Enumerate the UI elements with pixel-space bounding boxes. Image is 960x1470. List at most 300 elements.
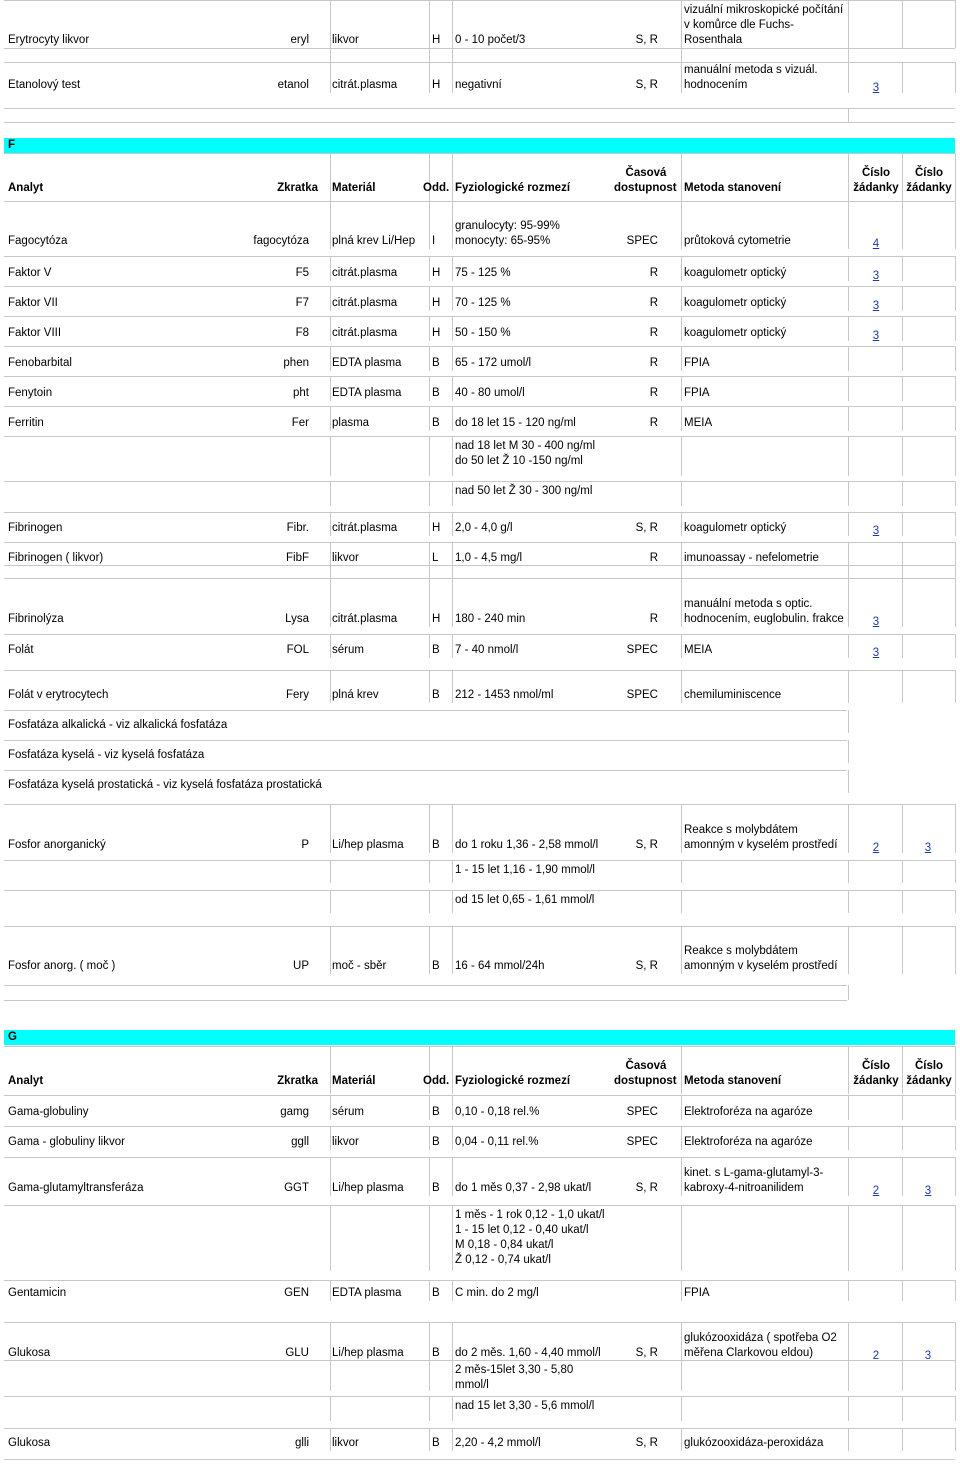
g-row-oddeleni: B [432, 1136, 440, 1148]
row-dostupnost: S, R [635, 79, 658, 91]
row-divider [4, 1428, 955, 1429]
g-row-dostupnost: SPEC [626, 1106, 658, 1118]
f-row-analyt: Fenytoin [8, 387, 53, 399]
column-divider [452, 804, 453, 853]
row-divider [4, 804, 955, 805]
g-row-rozmezi: C min. do 2 mg/l [455, 1287, 539, 1299]
f-row-oddeleni: H [432, 613, 441, 625]
f-row-dostupnost: R [649, 613, 658, 625]
column-divider [681, 376, 682, 401]
zadanka-link[interactable]: 3 [872, 616, 880, 628]
column-divider [429, 860, 430, 883]
column-divider [330, 1322, 331, 1361]
f-row-material: sérum [332, 644, 364, 656]
column-divider [955, 256, 956, 281]
column-divider [681, 542, 682, 566]
column-divider [955, 512, 956, 536]
row-divider [4, 256, 955, 257]
f-row-rozmezi: 180 - 240 min [455, 613, 526, 625]
column-divider [330, 1205, 331, 1271]
f-header-cislo: Číslo [861, 167, 891, 179]
column-divider [681, 670, 682, 703]
zadanka-link[interactable]: 3 [924, 1185, 932, 1197]
g-row-oddeleni: B [432, 1106, 440, 1118]
f-row-analyt: Fosfor anorg. ( moč ) [8, 960, 116, 972]
row-metoda: manuální metoda s vizuál. [684, 64, 818, 76]
row-divider [4, 1396, 955, 1397]
f-row-metoda: průtoková cytometrie [684, 235, 791, 247]
column-divider [955, 436, 956, 476]
f-row-dostupnost: R [649, 357, 658, 369]
zadanka-link[interactable]: 2 [872, 1185, 880, 1197]
zadanka-link[interactable]: 3 [872, 82, 880, 94]
g-header-cislo: Číslo [861, 1060, 891, 1072]
column-divider [848, 108, 849, 122]
column-divider [452, 1322, 453, 1361]
zadanka-link[interactable]: 4 [872, 238, 880, 250]
column-divider [452, 565, 453, 578]
row-oddeleni: H [432, 79, 441, 91]
column-divider [681, 346, 682, 371]
g-row-oddeleni: B [432, 1437, 440, 1449]
column-divider [848, 1205, 849, 1271]
g-header-metoda: Metoda stanovení [684, 1075, 782, 1087]
column-divider [330, 1428, 331, 1451]
column-divider [452, 926, 453, 974]
column-divider [681, 804, 682, 853]
column-divider [452, 578, 453, 627]
column-divider [681, 1095, 682, 1120]
column-divider [330, 512, 331, 536]
column-divider [902, 436, 903, 476]
g-header-dostupnost: dostupnost [614, 1075, 677, 1087]
column-divider [452, 406, 453, 431]
column-divider [681, 316, 682, 341]
row-material: citrát.plasma [332, 79, 398, 91]
zadanka-link[interactable]: 3 [924, 842, 932, 854]
column-divider [429, 286, 430, 311]
f-row-rozmezi: 75 - 125 % [455, 267, 511, 279]
column-divider [681, 1046, 682, 1094]
column-divider [955, 376, 956, 401]
column-divider [902, 542, 903, 566]
column-divider [429, 804, 430, 853]
row-metoda: v komůrce dle Fuchs- [684, 19, 794, 31]
column-divider [955, 634, 956, 658]
row-divider [4, 634, 955, 635]
column-divider [902, 926, 903, 974]
zadanka-link[interactable]: 3 [924, 1350, 932, 1362]
g-row-oddeleni: B [432, 1287, 440, 1299]
g-row-analyt: Gama-globuliny [8, 1106, 89, 1118]
f-row-metoda: koagulometr optický [684, 297, 787, 309]
zadanka-link[interactable]: 3 [872, 270, 880, 282]
column-divider [330, 153, 331, 201]
column-divider [452, 1126, 453, 1150]
column-divider [429, 256, 430, 281]
f-row-analyt: Faktor VIII [8, 327, 62, 339]
g-row-dostupnost: S, R [635, 1182, 658, 1194]
f-row-material: citrát.plasma [332, 297, 398, 309]
f-row-dostupnost: S, R [635, 960, 658, 972]
g-row-rozmezi: do 1 měs 0,37 - 2,98 ukat/l [455, 1182, 592, 1194]
row-divider [4, 1360, 955, 1361]
g-row-dostupnost: S, R [635, 1347, 658, 1359]
g-row-dostupnost: S, R [635, 1437, 658, 1449]
column-divider [452, 1205, 453, 1271]
g-row-oddeleni: B [432, 1347, 440, 1359]
g-row-rozmezi: 2 měs-15let 3,30 - 5,80 [455, 1364, 574, 1376]
g-row-zkratka: glli [294, 1437, 309, 1449]
row-divider [4, 565, 955, 566]
g-row-metoda: Elektroforéza na agaróze [684, 1106, 813, 1118]
column-divider [330, 481, 331, 506]
column-divider [452, 1428, 453, 1451]
row-metoda: vizuální mikroskopické počítání [684, 4, 844, 16]
column-divider [955, 565, 956, 578]
zadanka-link[interactable]: 2 [872, 842, 880, 854]
column-divider [330, 286, 331, 311]
column-divider [902, 1095, 903, 1120]
f-row-analyt: Faktor V [8, 267, 52, 279]
row-divider [4, 1046, 955, 1047]
column-divider [681, 1360, 682, 1391]
column-divider [429, 890, 430, 913]
g-row-rozmezi: 1 měs - 1 rok 0,12 - 1,0 ukat/l [455, 1209, 605, 1221]
column-divider [429, 481, 430, 506]
row-divider [4, 122, 955, 123]
column-divider [848, 770, 849, 793]
column-divider [330, 62, 331, 93]
f-row-material: citrát.plasma [332, 327, 398, 339]
g-header-cislo: Číslo [914, 1060, 944, 1072]
f-row-material: EDTA plasma [332, 387, 402, 399]
column-divider [902, 1280, 903, 1301]
zadanka-link[interactable]: 2 [872, 1350, 880, 1362]
f-row-material: moč - sběr [332, 960, 387, 972]
f-row-material: Li/hep plasma [332, 839, 404, 851]
f-row-rozmezi: do 50 let Ž 10 -150 ng/ml [455, 455, 583, 467]
f-row-material: EDTA plasma [332, 357, 402, 369]
g-header-material: Materiál [332, 1075, 376, 1087]
column-divider [848, 860, 849, 883]
column-divider [955, 406, 956, 431]
f-row-dostupnost: R [649, 552, 658, 564]
column-divider [452, 153, 453, 201]
g-row-metoda: měřena Clarkovou eldou) [684, 1347, 814, 1359]
g-row-material: EDTA plasma [332, 1287, 402, 1299]
column-divider [452, 890, 453, 913]
column-divider [429, 316, 430, 341]
column-divider [955, 0, 956, 48]
f-row-dostupnost: S, R [635, 839, 658, 851]
column-divider [848, 985, 849, 1000]
row-divider [4, 926, 955, 927]
g-row-zkratka: GEN [284, 1287, 309, 1299]
f-row-rozmezi: 212 - 1453 nmol/ml [455, 689, 554, 701]
column-divider [330, 578, 331, 627]
row-divider [4, 1459, 955, 1460]
column-divider [330, 406, 331, 431]
column-divider [681, 926, 682, 974]
g-row-oddeleni: B [432, 1182, 440, 1194]
column-divider [681, 1126, 682, 1150]
column-divider [681, 256, 682, 281]
column-divider [848, 1360, 849, 1391]
f-row-cross-reference: Fosfatáza kyselá prostatická - viz kyselá fosfatáza prostatická [8, 779, 322, 791]
column-divider [848, 406, 849, 431]
g-row-rozmezi: Ž 0,12 - 0,74 ukat/l [455, 1254, 551, 1266]
column-divider [848, 710, 849, 733]
column-divider [681, 1396, 682, 1421]
column-divider [330, 1046, 331, 1094]
f-header-dostupnost: dostupnost [614, 182, 677, 194]
column-divider [452, 512, 453, 536]
f-header-odd: Odd. [423, 182, 450, 194]
row-material: likvor [332, 34, 359, 46]
column-divider [330, 0, 331, 48]
g-row-material: Li/hep plasma [332, 1182, 404, 1194]
f-row-metoda: MEIA [684, 417, 713, 429]
column-divider [955, 481, 956, 506]
g-row-metoda: FPIA [684, 1287, 710, 1299]
column-divider [902, 1205, 903, 1271]
row-divider [4, 376, 955, 377]
column-divider [848, 436, 849, 476]
row-divider [4, 1205, 955, 1206]
g-row-metoda: Elektroforéza na agaróze [684, 1136, 813, 1148]
g-row-metoda: glukózooxidáza ( spotřeba O2 [684, 1332, 837, 1344]
column-divider [429, 1126, 430, 1150]
f-row-material: plasma [332, 417, 370, 429]
column-divider [429, 376, 430, 401]
f-row-oddeleni: H [432, 522, 441, 534]
row-divider [4, 436, 955, 437]
zadanka-link[interactable]: 3 [872, 647, 880, 659]
column-divider [330, 926, 331, 974]
f-row-dostupnost: S, R [635, 522, 658, 534]
g-header-analyt: Analyt [8, 1075, 44, 1087]
column-divider [848, 1126, 849, 1150]
column-divider [429, 670, 430, 703]
column-divider [429, 1396, 430, 1421]
f-row-analyt: Ferritin [8, 417, 44, 429]
f-row-rozmezi: do 1 roku 1,36 - 2,58 mmol/l [455, 839, 599, 851]
column-divider [330, 1280, 331, 1301]
f-row-metoda: koagulometr optický [684, 327, 787, 339]
column-divider [330, 1095, 331, 1120]
column-divider [330, 316, 331, 341]
f-header-analyt: Analyt [8, 182, 44, 194]
column-divider [681, 48, 682, 62]
column-divider [429, 578, 430, 627]
column-divider [429, 1205, 430, 1271]
g-row-material: likvor [332, 1437, 359, 1449]
f-row-oddeleni: I [432, 235, 436, 247]
column-divider [955, 890, 956, 913]
row-divider [4, 1157, 955, 1158]
column-divider [452, 542, 453, 566]
row-oddeleni: H [432, 34, 441, 46]
f-row-material: plná krev Li/Hep [332, 235, 416, 247]
column-divider [681, 153, 682, 201]
f-row-oddeleni: L [432, 552, 439, 564]
column-divider [452, 1280, 453, 1301]
zadanka-link[interactable]: 3 [872, 525, 880, 537]
column-divider [902, 1396, 903, 1421]
f-row-oddeleni: B [432, 417, 440, 429]
f-row-dostupnost: R [649, 387, 658, 399]
f-row-rozmezi: 2,0 - 4,0 g/l [455, 522, 513, 534]
column-divider [429, 0, 430, 48]
g-row-rozmezi: nad 15 let 3,30 - 5,6 mmol/l [455, 1400, 595, 1412]
g-row-zkratka: GLU [285, 1347, 309, 1359]
column-divider [429, 406, 430, 431]
column-divider [848, 740, 849, 763]
column-divider [429, 634, 430, 658]
column-divider [681, 1157, 682, 1196]
row-divider [4, 346, 955, 347]
f-row-analyt: Folát v erytrocytech [8, 689, 109, 701]
column-divider [955, 316, 956, 341]
f-row-rozmezi: 70 - 125 % [455, 297, 511, 309]
f-row-rozmezi: 16 - 64 mmol/24h [455, 960, 545, 972]
column-divider [848, 48, 849, 62]
f-row-zkratka: F8 [295, 327, 309, 339]
column-divider [681, 1205, 682, 1271]
column-divider [452, 1157, 453, 1196]
column-divider [429, 1157, 430, 1196]
g-header-rozmezi: Fyziologické rozmezí [455, 1075, 571, 1087]
g-row-analyt: Glukosa [8, 1347, 51, 1359]
row-divider [4, 740, 847, 741]
f-row-analyt: Fenobarbital [8, 357, 72, 369]
f-row-rozmezi: do 18 let 15 - 120 ng/ml [455, 417, 576, 429]
row-divider [4, 542, 955, 543]
row-divider [4, 860, 955, 861]
column-divider [681, 481, 682, 506]
column-divider [452, 376, 453, 401]
column-divider [330, 346, 331, 371]
f-header-cislo: žádanky [906, 182, 952, 194]
column-divider [848, 1095, 849, 1120]
column-divider [429, 1095, 430, 1120]
f-row-analyt: Fibrinogen [8, 522, 63, 534]
column-divider [681, 0, 682, 48]
row-divider [4, 1280, 955, 1281]
g-row-analyt: Gama-glutamyltransferáza [8, 1182, 144, 1194]
column-divider [452, 1396, 453, 1421]
column-divider [681, 1322, 682, 1361]
column-divider [330, 436, 331, 476]
g-row-rozmezi: 0,04 - 0,11 rel.% [455, 1136, 539, 1148]
f-row-metoda: manuální metoda s optic. [684, 598, 813, 610]
row-metoda: hodnocením [684, 79, 748, 91]
g-header-cislo: žádanky [853, 1075, 899, 1087]
g-row-metoda: kabroxy-4-nitroanilidem [684, 1182, 804, 1194]
column-divider [452, 1095, 453, 1120]
column-divider [330, 48, 331, 62]
column-divider [429, 1360, 430, 1391]
row-divider [4, 481, 955, 482]
g-header-odd: Odd. [423, 1075, 450, 1087]
column-divider [681, 406, 682, 431]
g-row-zkratka: ggll [291, 1136, 309, 1148]
column-divider [452, 256, 453, 281]
row-divider [4, 670, 955, 671]
zadanka-link[interactable]: 3 [872, 330, 880, 342]
f-row-zkratka: F5 [295, 267, 309, 279]
section-g-bar: G [4, 1030, 955, 1045]
row-divider [4, 316, 955, 317]
column-divider [429, 48, 430, 62]
row-analyt: Erytrocyty likvor [8, 34, 90, 46]
column-divider [902, 1360, 903, 1391]
f-row-zkratka: FibF [286, 552, 309, 564]
f-row-zkratka: Fer [291, 417, 309, 429]
g-row-analyt: Gama - globuliny likvor [8, 1136, 125, 1148]
column-divider [429, 436, 430, 476]
column-divider [452, 201, 453, 249]
column-divider [429, 1322, 430, 1361]
column-divider [330, 201, 331, 249]
zadanka-link[interactable]: 3 [872, 300, 880, 312]
column-divider [452, 436, 453, 476]
column-divider [330, 804, 331, 853]
f-row-rozmezi: 1,0 - 4,5 mg/l [455, 552, 523, 564]
column-divider [452, 860, 453, 883]
f-row-dostupnost: R [649, 327, 658, 339]
f-row-analyt: Fibrinolýza [8, 613, 64, 625]
f-row-material: likvor [332, 552, 359, 564]
f-row-metoda: koagulometr optický [684, 267, 787, 279]
f-row-rozmezi: 50 - 150 % [455, 327, 511, 339]
g-row-rozmezi: 1 - 15 let 0,12 - 0,40 ukat/l [455, 1224, 589, 1236]
column-divider [848, 670, 849, 703]
column-divider [902, 1428, 903, 1451]
row-divider [4, 108, 955, 109]
f-row-material: citrát.plasma [332, 522, 398, 534]
f-row-zkratka: Fery [286, 689, 309, 701]
column-divider [902, 670, 903, 703]
f-row-oddeleni: H [432, 297, 441, 309]
row-metoda: Rosenthala [684, 34, 743, 46]
row-divider [4, 1095, 955, 1096]
column-divider [955, 1360, 956, 1391]
g-row-material: Li/hep plasma [332, 1347, 404, 1359]
f-row-rozmezi: nad 50 let Ž 30 - 300 ng/ml [455, 485, 593, 497]
f-row-zkratka: phen [283, 357, 309, 369]
f-row-dostupnost: R [649, 417, 658, 429]
column-divider [848, 1428, 849, 1451]
f-row-oddeleni: B [432, 960, 440, 972]
g-row-metoda: glukózooxidáza-peroxidáza [684, 1437, 824, 1449]
g-row-material: sérum [332, 1106, 364, 1118]
column-divider [955, 346, 956, 371]
f-row-oddeleni: B [432, 357, 440, 369]
column-divider [330, 890, 331, 913]
column-divider [902, 481, 903, 506]
column-divider [330, 542, 331, 566]
f-row-material: citrát.plasma [332, 613, 398, 625]
g-row-analyt: Gentamicin [8, 1287, 67, 1299]
f-row-rozmezi: 7 - 40 nmol/l [455, 644, 519, 656]
g-row-material: likvor [332, 1136, 359, 1148]
f-row-analyt: Folát [8, 644, 34, 656]
f-row-metoda: chemiluminiscence [684, 689, 782, 701]
row-rozmezi: 0 - 10 počet/3 [455, 34, 526, 46]
f-row-metoda: FPIA [684, 357, 710, 369]
